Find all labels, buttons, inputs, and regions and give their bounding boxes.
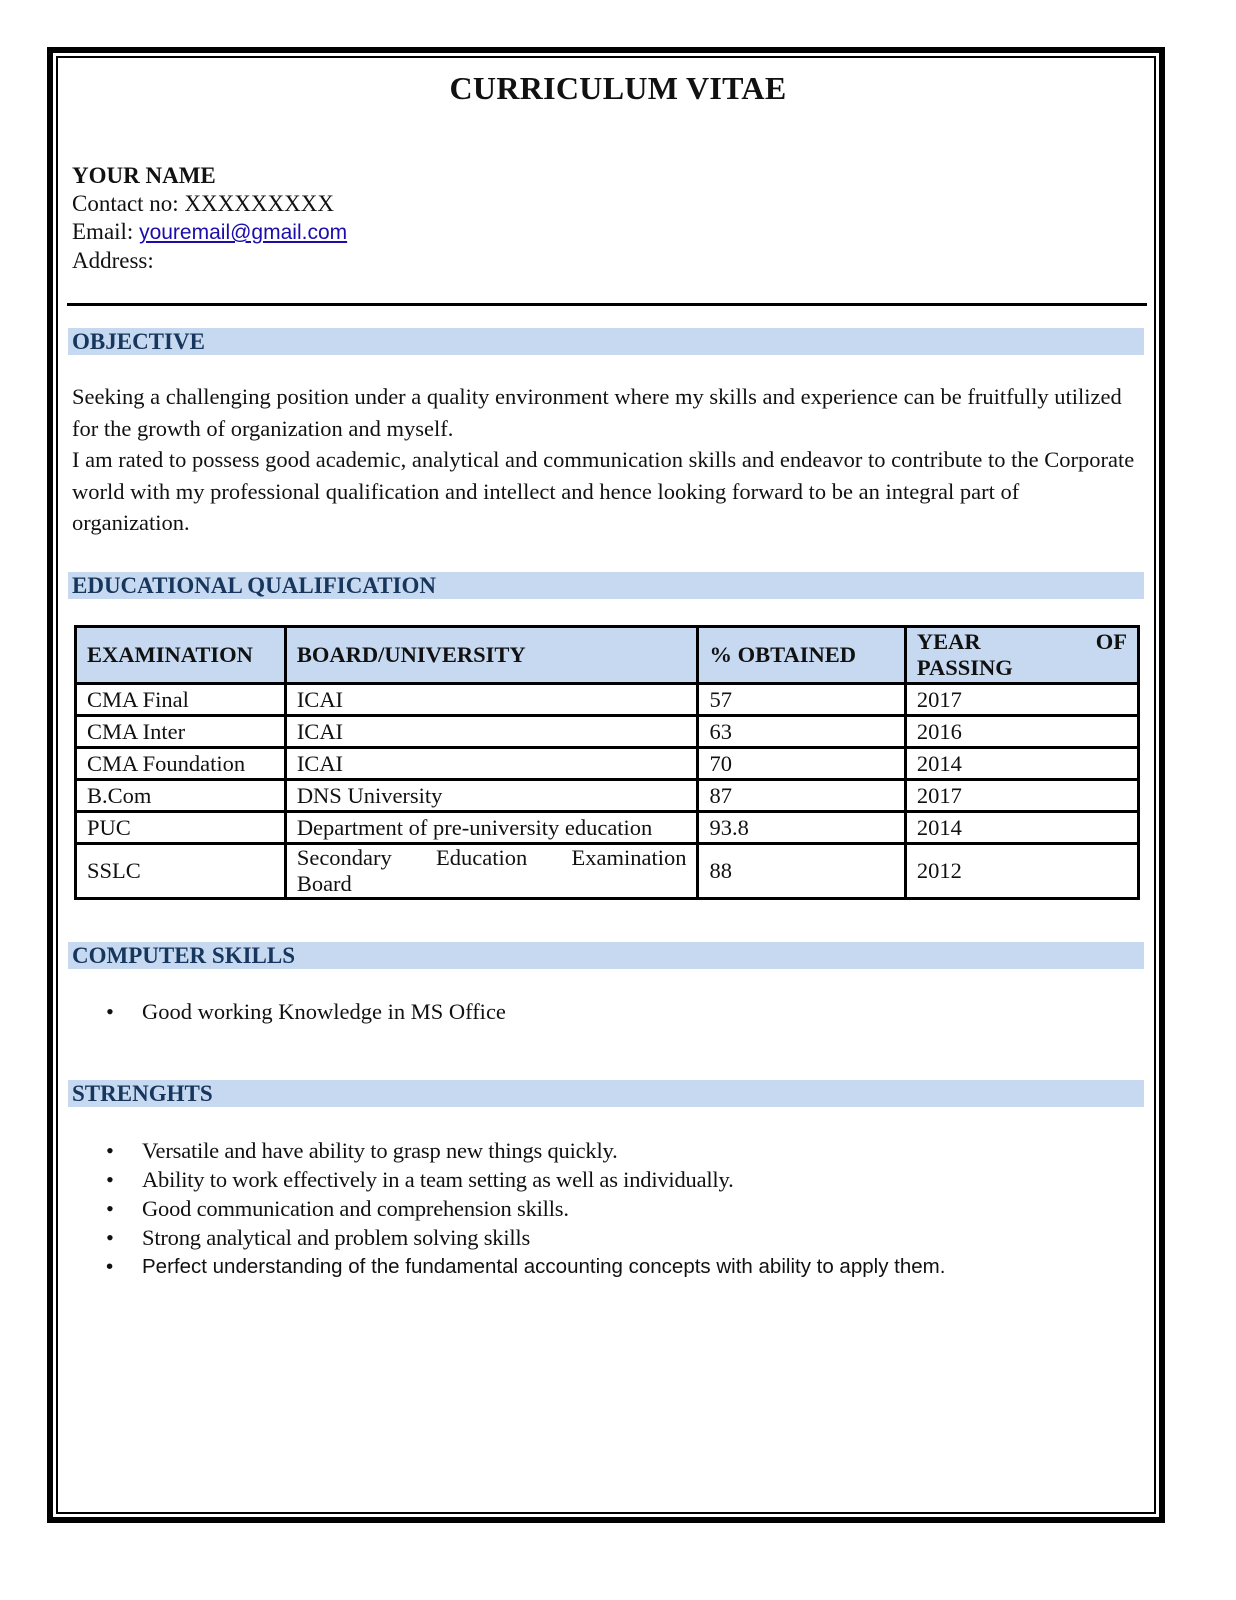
percent-cell: 63 [698,716,905,748]
year-cell: 2012 [905,844,1138,899]
column-header-year [905,627,1138,684]
exam-cell: SSLC [76,844,286,899]
percent-cell: 88 [698,844,905,899]
list-item [100,1194,945,1223]
year-cell: 2016 [905,716,1138,748]
list-item [100,1136,945,1165]
strengths-section-bar [68,1080,1144,1107]
list-item-text: Good communication and comprehension skills. [142,1196,569,1221]
contact-line [72,190,347,218]
bullet-icon: • [106,1167,114,1192]
exam-cell: PUC [76,812,286,844]
exam-cell: B.Com [76,780,286,812]
contact-label: Contact no: [72,191,185,216]
list-item [100,1252,945,1282]
objective-heading: OBJECTIVE [72,329,205,354]
email-label: Email: [72,219,140,244]
year-cell: 2014 [905,812,1138,844]
strengths-list [100,1136,945,1282]
computer-skills-heading: COMPUTER SKILLS [72,943,296,968]
year-cell: 2017 [905,780,1138,812]
board-cell: ICAI [285,684,698,716]
table-row [76,684,1139,716]
year-header-word: YEAR [916,629,981,654]
list-item [100,1165,945,1194]
bullet-icon: • [106,1138,114,1163]
list-item-text: Perfect understanding of the fundamental accounting concepts with ability to apply them. [142,1255,946,1278]
list-item [100,997,506,1026]
list-item-text: Ability to work effectively in a team setting as well as individually. [142,1167,734,1192]
objective-text [72,381,1142,539]
exam-cell: CMA Foundation [76,748,286,780]
header-divider [67,303,1147,306]
column-header-percent: % OBTAINED [698,627,905,684]
table-row [76,812,1139,844]
exam-cell: CMA Inter [76,716,286,748]
computer-skills-list [100,997,506,1026]
board-cell: ICAI [285,748,698,780]
list-item-text: Good working Knowledge in MS Office [142,999,506,1024]
bullet-icon: • [106,999,114,1024]
table-row [76,748,1139,780]
list-item [100,1223,945,1252]
percent-cell: 93.8 [698,812,905,844]
objective-section-bar [68,328,1144,355]
passing-header-word: PASSING [916,655,1013,680]
board-line-2: Board [296,871,352,896]
document-title: CURRICULUM VITAE [449,70,787,106]
table-header-row [76,627,1139,684]
exam-cell: CMA Final [76,684,286,716]
bullet-icon: • [106,1225,114,1250]
candidate-name: YOUR NAME [72,163,216,188]
objective-paragraph-1: Seeking a challenging position under a quality environment where my skills and experience can be fruitfully utilized for the growth of organization and myself. [72,384,1122,441]
education-table [74,625,1140,900]
column-header-examination: EXAMINATION [76,627,286,684]
of-header-word: OF [1095,629,1127,654]
board-cell [285,844,698,899]
percent-cell: 70 [698,748,905,780]
column-header-board: BOARD/UNIVERSITY [285,627,698,684]
list-item-text: Strong analytical and problem solving skills [142,1225,531,1250]
contact-block [72,162,347,275]
board-cell: Department of pre-university education [285,812,698,844]
percent-cell: 57 [698,684,905,716]
percent-cell: 87 [698,780,905,812]
board-cell: ICAI [285,716,698,748]
contact-value: XXXXXXXXX [184,191,334,216]
bullet-icon: • [106,1196,114,1221]
objective-paragraph-2: I am rated to possess good academic, analytical and communication skills and endeavor to contribute to the Corporate world with my professional qualification and intellect and hence looking forward to be an integral part of organization. [72,447,1135,535]
address-label: Address: [72,248,154,273]
strengths-heading: STRENGHTS [72,1081,213,1106]
board-cell: DNS University [285,780,698,812]
list-item-text: Versatile and have ability to grasp new things quickly. [142,1138,618,1163]
table-row [76,716,1139,748]
year-cell: 2017 [905,684,1138,716]
table-row [76,844,1139,899]
bullet-icon: • [106,1255,114,1278]
education-heading: EDUCATIONAL QUALIFICATION [72,573,437,598]
year-cell: 2014 [905,748,1138,780]
board-line-1: Secondary Education Examination [296,845,687,870]
email-line [72,218,347,247]
table-row [76,780,1139,812]
email-link[interactable]: youremail@gmail.com [139,221,348,244]
